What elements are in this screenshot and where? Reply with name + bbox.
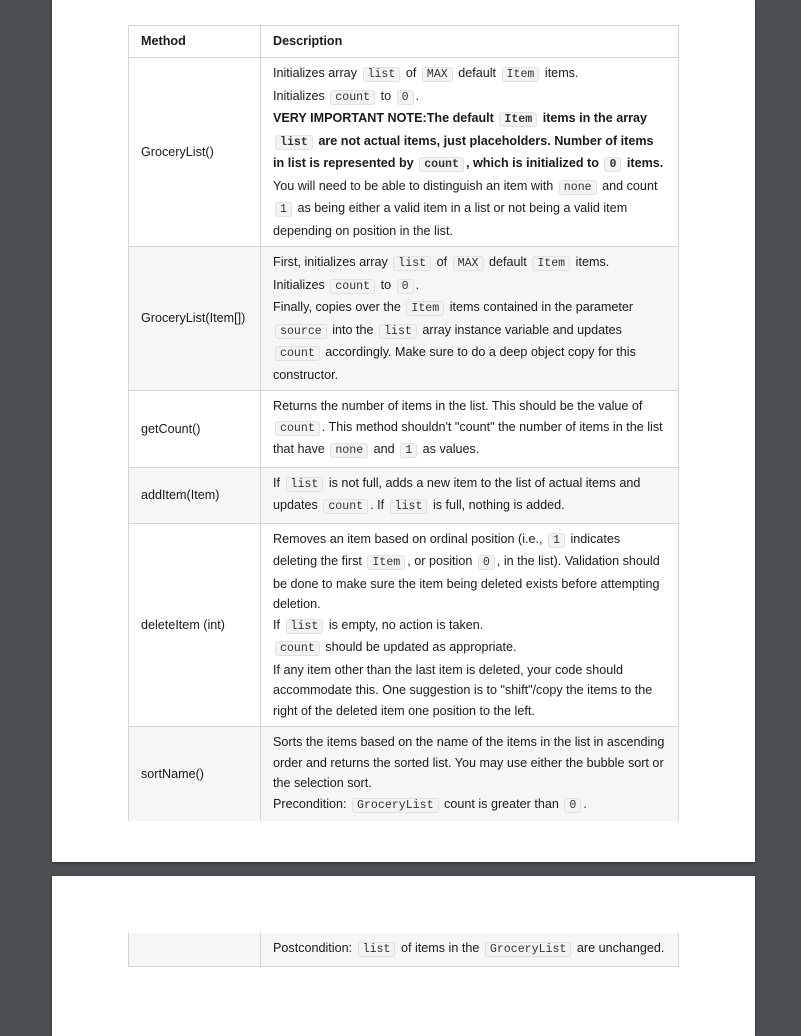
inline-code: GroceryList [352, 798, 439, 813]
text-run: to [377, 88, 395, 103]
description-cell [261, 247, 679, 391]
description-line [273, 275, 667, 298]
table-row [129, 467, 679, 523]
description-line [273, 63, 667, 86]
inline-code: source [275, 324, 327, 339]
description-line [273, 86, 667, 109]
table-row [129, 58, 679, 247]
inline-code: Item [532, 256, 570, 271]
description-line [273, 938, 667, 961]
text-run: default [485, 255, 531, 269]
text-run: , in the list). Validation should be done to make sure the item being deleted exists before attempting deletion. [273, 554, 660, 611]
table-header-row [129, 26, 679, 58]
text-run: and [370, 442, 399, 456]
text-run: items. [623, 156, 664, 170]
description-line [273, 108, 667, 176]
description-line [273, 794, 667, 817]
inline-code: MAX [422, 67, 453, 82]
text-run: Returns the number of items in the list. This should be the value of [273, 399, 643, 413]
inline-code: 0 [397, 279, 414, 294]
methods-table [128, 25, 679, 821]
text-run: into the [328, 322, 378, 337]
text-run: is empty, no action is taken. [325, 617, 484, 632]
inline-code: count [275, 641, 320, 656]
method-cell-getcount: getCount() [129, 391, 261, 468]
text-run: Removes an item based on ordinal position (i.e., [273, 531, 547, 546]
inline-code: 0 [478, 555, 495, 570]
description-line [273, 529, 667, 615]
text-run: default [454, 66, 500, 80]
inline-code: count [330, 279, 375, 294]
inline-code: list [390, 499, 428, 514]
document-page-2 [52, 876, 755, 1036]
inline-code: list [379, 324, 417, 339]
method-cell-deleteitem-int: deleteItem (int) [129, 523, 261, 727]
text-run: Initializes [273, 88, 329, 103]
text-run: Finally, copies over the [273, 300, 405, 314]
document-page-1 [52, 0, 755, 862]
description-cell [261, 727, 679, 822]
description-column-header: Description [261, 26, 679, 58]
text-run: Sorts the items based on the name of the items in the list in ascending order and returns the sorted list. You may use either the bubble sort or the selection sort. [273, 735, 665, 790]
inline-code: list [358, 942, 396, 957]
inline-code: 0 [564, 798, 581, 813]
text-run: If any item other than the last item is deleted, your code should accommodate this. One suggestion is to "shift"/copy the items to the right of the deleted item one position to the left. [273, 662, 653, 718]
inline-code: 0 [397, 90, 414, 105]
text-run: . This method shouldn't "count" the number of items in the list that have [273, 419, 663, 456]
method-cell [129, 933, 261, 966]
description-line [273, 297, 667, 385]
inline-code: Item [502, 67, 540, 82]
inline-code: 0 [604, 157, 621, 172]
text-run: to [377, 277, 395, 292]
description-line [273, 473, 667, 518]
description-line [273, 660, 667, 722]
text-run: . [583, 796, 587, 811]
description-cell [261, 391, 679, 468]
text-run: , which is initialized to [465, 156, 603, 170]
description-line [273, 252, 667, 275]
method-cell-sortname: sortName() [129, 727, 261, 822]
table-row [129, 391, 679, 468]
inline-code: list [286, 619, 324, 634]
method-cell-grocerylist: GroceryList() [129, 58, 261, 247]
inline-code: count [275, 346, 320, 361]
table-row [129, 933, 679, 966]
text-run: of [402, 66, 420, 80]
inline-code: Item [499, 112, 537, 127]
text-run: , or position [407, 554, 476, 568]
text-run: Postcondition: [273, 941, 356, 955]
text-run: of items in the [397, 941, 483, 955]
table-row [129, 727, 679, 822]
inline-code: MAX [453, 256, 484, 271]
table-row [129, 247, 679, 391]
text-run: items contained in the parameter [446, 300, 634, 314]
text-run: should be updated as appropriate. [321, 640, 517, 654]
text-run: items in the array [539, 111, 648, 125]
text-run: and count [598, 178, 658, 193]
inline-code: list [286, 477, 324, 492]
method-column-header: Method [129, 26, 261, 58]
description-line [273, 732, 667, 794]
text-run: of [433, 255, 451, 269]
description-line [273, 396, 667, 462]
text-run: items. [541, 66, 579, 80]
methods-table-continued [128, 933, 679, 967]
text-run: . [415, 277, 420, 292]
text-run: are not actual items, just placeholders. Number of items in list is represented by [273, 133, 654, 170]
description-line [273, 637, 667, 660]
text-run: indicates deleting the first [273, 531, 621, 568]
text-run: VERY IMPORTANT NOTE:The default [273, 111, 498, 125]
inline-code: count [330, 90, 375, 105]
description-line [273, 176, 667, 242]
inline-code: count [323, 499, 368, 514]
inline-code: count [275, 421, 320, 436]
inline-code: none [559, 180, 597, 195]
text-run: First, initializes array [273, 255, 392, 269]
inline-code: 1 [400, 443, 417, 458]
text-run: . [415, 88, 420, 103]
inline-code: Item [367, 555, 405, 570]
method-cell-grocerylist-item: GroceryList(Item[]) [129, 247, 261, 391]
text-run: Initializes [273, 277, 329, 292]
inline-code: count [419, 157, 464, 172]
description-cell [261, 58, 679, 247]
method-cell-additem-item: addItem(Item) [129, 467, 261, 523]
inline-code: list [363, 67, 401, 82]
text-run: items. [572, 255, 610, 269]
text-run: . If [370, 498, 388, 512]
inline-code: 1 [275, 202, 292, 217]
text-run: If [273, 475, 284, 490]
inline-code: GroceryList [485, 942, 572, 957]
inline-code: list [275, 135, 313, 150]
text-run: is full, nothing is added. [429, 498, 565, 512]
text-run: as being either a valid item in a list or not being a valid item depending on position in the list. [273, 201, 628, 238]
text-run: Initializes array [273, 66, 361, 80]
text-run: array instance variable and updates [418, 322, 622, 337]
description-cell [261, 467, 679, 523]
description-line [273, 615, 667, 638]
text-run: are unchanged. [573, 941, 665, 955]
inline-code: list [393, 256, 431, 271]
inline-code: Item [406, 301, 444, 316]
text-run: Precondition: [273, 796, 351, 811]
text-run: as values. [419, 442, 480, 456]
text-run: If [273, 617, 284, 632]
text-run: You will need to be able to distinguish an item with [273, 178, 557, 193]
table-row [129, 523, 679, 727]
inline-code: none [330, 443, 368, 458]
description-cell [261, 933, 679, 966]
inline-code: 1 [548, 533, 565, 548]
text-run: count is greater than [440, 796, 563, 811]
description-cell [261, 523, 679, 727]
text-run: is not full, adds a new item to the list of actual items and updates [273, 475, 641, 512]
text-run: accordingly. Make sure to do a deep object copy for this constructor. [273, 345, 636, 382]
